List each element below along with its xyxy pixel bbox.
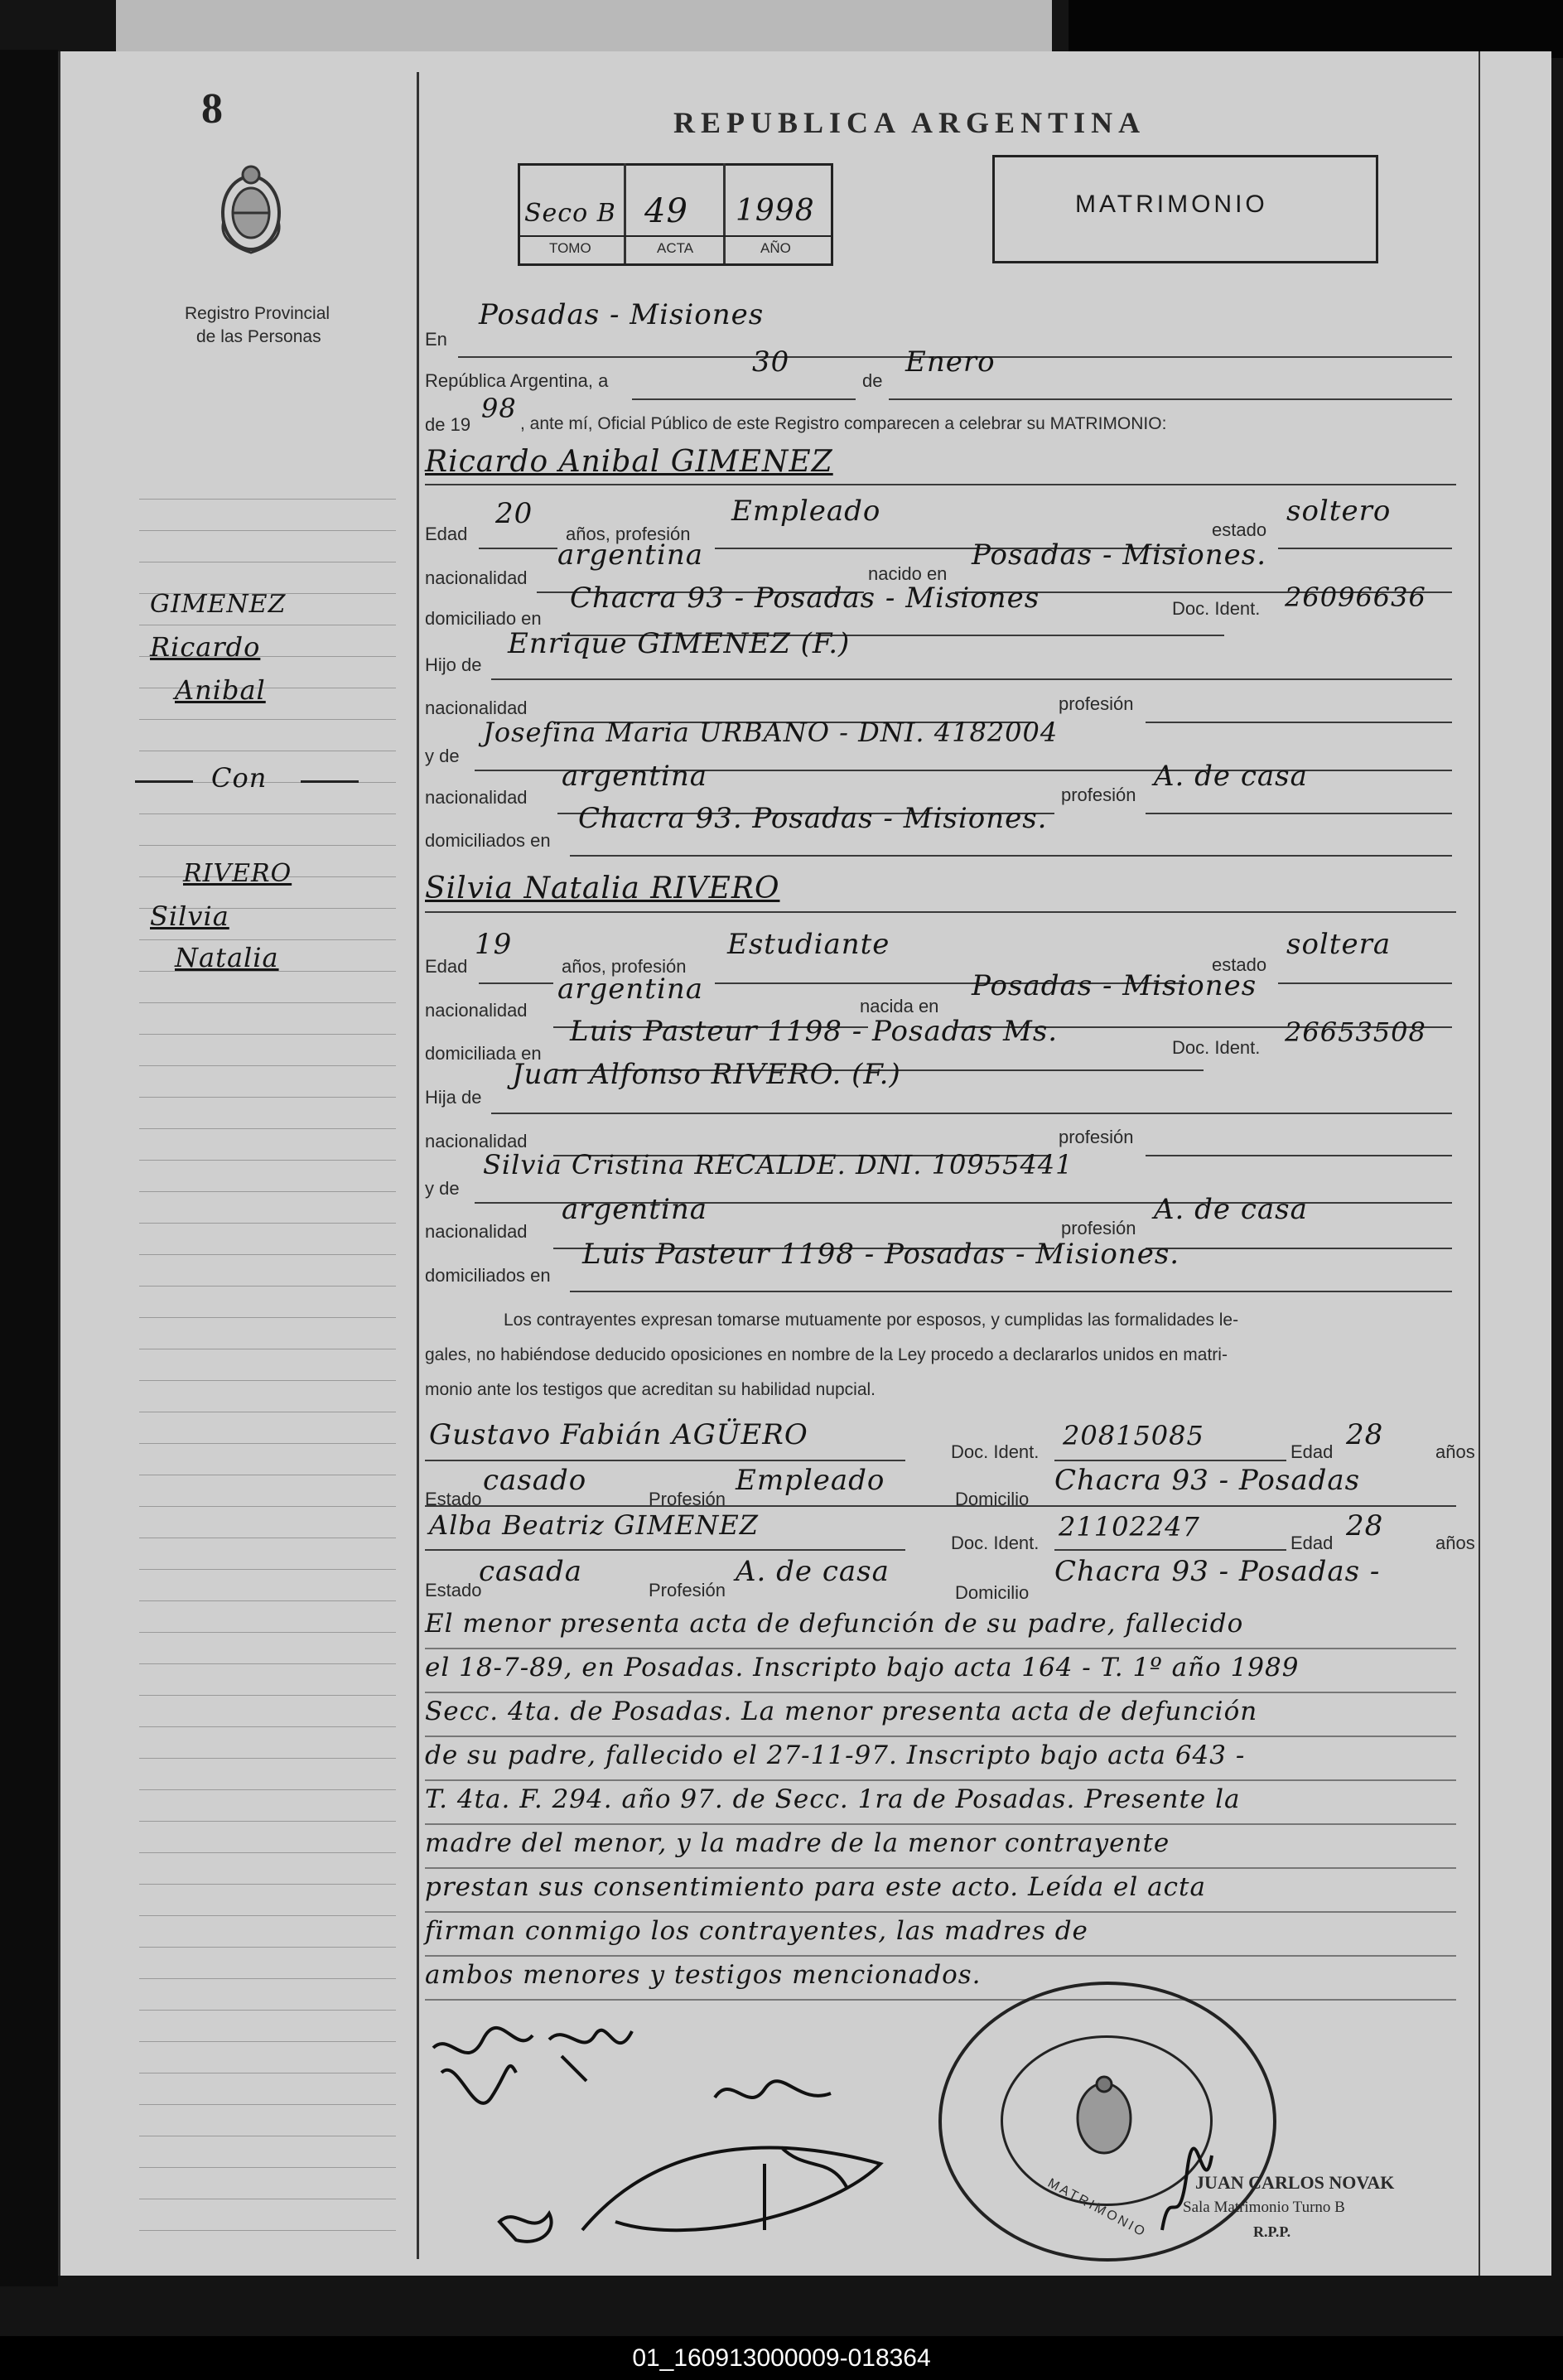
father-nationality-label: nacionalidad (425, 698, 528, 718)
margin-bride-name2: Natalia (175, 942, 279, 973)
en-label: En (425, 329, 447, 350)
edad-label: Edad (425, 524, 468, 544)
bride-mother-nationality: argentina (562, 1193, 708, 1226)
groom-mother: Josefina Maria URBANO - DNI. 4182004 (483, 717, 1059, 748)
seal-crest-icon (1067, 2073, 1141, 2164)
margin-groom-name2: Anibal (175, 674, 266, 706)
note-rule (425, 1778, 1456, 1781)
note-line: T. 4ta. F. 294. año 97. de Secc. 1ra de Posadas. Presente la (425, 1784, 1241, 1814)
doc-type: MATRIMONIO (1075, 191, 1268, 218)
margin-rule (139, 1506, 396, 1507)
witness2-name: Alba Beatriz GIMENEZ (429, 1509, 759, 1541)
groom-status-line (1278, 528, 1452, 549)
margin-rule (139, 1065, 396, 1066)
groom-parents-address: Chacra 93. Posadas - Misiones. (578, 802, 1048, 835)
day-line (632, 377, 856, 400)
acta-label: ACTA (657, 240, 694, 256)
bride-mother-nationality-label: nacionalidad (425, 1221, 528, 1242)
margin-rule (139, 1443, 396, 1444)
official-title: Sala Matrimonio Turno B (1183, 2199, 1345, 2216)
note-rule (425, 1690, 1456, 1693)
margin-rule (139, 530, 396, 531)
groom-address: Chacra 93 - Posadas - Misiones (570, 582, 1040, 615)
bride-name: Silvia Natalia RIVERO (425, 871, 780, 905)
anio-label: AÑO (760, 240, 791, 256)
hija-de-label: Hija de (425, 1087, 482, 1108)
margin-rule (139, 1978, 396, 1979)
margin-rule (139, 719, 396, 720)
margin-rule (139, 1915, 396, 1916)
margin-rule (139, 1695, 396, 1696)
groom-age: 20 (495, 497, 533, 530)
bride-nationality: argentina (557, 973, 704, 1006)
note-rule (425, 1822, 1456, 1825)
margin-rule (139, 813, 396, 814)
margin-rule (139, 499, 396, 500)
witness1-age: 28 (1346, 1418, 1384, 1451)
place-value: Posadas - Misiones (479, 298, 765, 331)
note-line: prestan sus consentimiento para este acto. Leída el acta (425, 1872, 1206, 1902)
bride-domiciliados-en-label: domiciliados en (425, 1265, 551, 1286)
note-rule (425, 1909, 1456, 1913)
groom-father: Enrique GIMENEZ (F.) (508, 627, 851, 660)
bride-age-line (479, 963, 553, 984)
margin-groom-surname: GIMENEZ (150, 590, 287, 619)
bride-father: Juan Alfonso RIVERO. (F.) (512, 1058, 901, 1091)
margin-rule (139, 1223, 396, 1224)
margin-rule (139, 1600, 396, 1601)
margin-rule (139, 1789, 396, 1790)
w2-estado-label: Estado (425, 1580, 482, 1600)
w1-doc-ident-label: Doc. Ident. (951, 1441, 1040, 1462)
note-rule (425, 1953, 1456, 1957)
margin-rule (139, 2010, 396, 2011)
groom-birthplace: Posadas - Misiones. (972, 538, 1267, 572)
register-page (58, 51, 1551, 2276)
note-line: el 18-7-89, en Posadas. Inscripto bajo acta 164 - T. 1º año 1989 (425, 1653, 1300, 1682)
note-line: de su padre, fallecido el 27-11-97. Inscripto bajo acta 643 - (425, 1740, 1246, 1770)
witness1-address: Chacra 93 - Posadas (1054, 1464, 1361, 1497)
note-line: ambos menores y testigos mencionados. (425, 1960, 982, 1990)
domiciliados-en-label: domiciliados en (425, 830, 551, 851)
w1-domicilio-label: Domicilio (955, 1489, 1030, 1509)
witness2-status: casada (479, 1555, 583, 1588)
margin-rule (139, 1097, 396, 1098)
bride-doc: 26653508 (1285, 1016, 1426, 1048)
margin-rule (139, 1128, 396, 1129)
bride-father-nationality-label: nacionalidad (425, 1131, 528, 1151)
margin-dash-left (135, 780, 193, 783)
book-binding (0, 50, 58, 2286)
right-edge (1479, 51, 1480, 2276)
note-line: madre del menor, y la madre de la menor contrayente (425, 1828, 1170, 1858)
official-name: JUAN CARLOS NOVAK (1195, 2172, 1395, 2193)
margin-rule (139, 1947, 396, 1948)
previous-page-edge (116, 0, 1052, 51)
margin-rule (139, 1191, 396, 1192)
margin-rule (139, 2041, 396, 2042)
signatures (417, 2023, 996, 2263)
margin-dash-right (301, 780, 359, 783)
groom-mother-nationality: argentina (562, 760, 708, 793)
bride-mother: Silvia Cristina RECALDE. DNI. 10955441 (483, 1149, 1073, 1180)
nacido-en-label: nacido en (868, 563, 948, 584)
official-org: R.P.P. (1253, 2223, 1291, 2240)
margin-rule (139, 1286, 396, 1287)
groom-mother-profession: A. de casa (1154, 760, 1308, 793)
witness1-row2-line (425, 1497, 1456, 1507)
coat-of-arms-icon (214, 163, 288, 258)
page-number: 8 (201, 85, 223, 133)
mother-nationality-label: nacionalidad (425, 787, 528, 808)
groom-father-profession-line (1146, 702, 1452, 723)
registry-line1: Registro Provincial (185, 304, 330, 323)
note-line: Secc. 4ta. de Posadas. La menor presenta acta de defunción (425, 1697, 1258, 1726)
bride-father-profesion-label: profesión (1059, 1127, 1134, 1147)
groom-father-line (491, 659, 1452, 680)
margin-rule (139, 2230, 396, 2231)
witness1-profession: Empleado (736, 1464, 885, 1497)
bride-parents-address: Luis Pasteur 1198 - Posadas - Misiones. (582, 1238, 1180, 1271)
margin-rule (139, 1380, 396, 1381)
anos-profesion-label: años, profesión (566, 524, 691, 544)
bride-mother-profession: A. de casa (1154, 1193, 1308, 1226)
groom-doc: 26096636 (1285, 582, 1426, 613)
month-value: Enero (905, 345, 996, 379)
bride-mother-profession-line (1146, 1228, 1452, 1249)
margin-rule (139, 1758, 396, 1759)
bride-status: soltera (1286, 928, 1392, 961)
bride-name-line (425, 903, 1456, 913)
y-de-label: y de (425, 746, 460, 766)
witness1-status: casado (483, 1464, 587, 1497)
nacida-en-label: nacida en (860, 996, 939, 1016)
bride-father-line (491, 1093, 1452, 1114)
statement: , ante mí, Oficial Público de este Registro comparecen a celebrar su MATRIMONIO: (520, 414, 1167, 433)
witness2-doc-line (1054, 1541, 1286, 1551)
margin-rule (139, 1317, 396, 1318)
margin-rule (139, 1852, 396, 1853)
column-divider (417, 72, 419, 2259)
nacionalidad-label: nacionalidad (425, 567, 528, 588)
margin-rule (139, 1632, 396, 1633)
margin-rule (139, 1034, 396, 1035)
bride-anos-profesion-label: años, profesión (562, 956, 687, 977)
groom-name-line (425, 476, 1456, 485)
hijo-de-label: Hijo de (425, 654, 482, 675)
witness2-address: Chacra 93 - Posadas - (1054, 1555, 1381, 1588)
mother-profesion-label: profesión (1061, 784, 1136, 805)
w2-profesion-label: Profesión (649, 1580, 726, 1600)
margin-rule (139, 1569, 396, 1570)
w1-anos-label: años (1435, 1441, 1475, 1462)
note-rule (425, 1646, 1456, 1649)
margin-rule (139, 1821, 396, 1822)
margin-rule (139, 2104, 396, 2105)
note-line: El menor presenta acta de defunción de su padre, fallecido (425, 1609, 1244, 1639)
declaration-line1: Los contrayentes expresan tomarse mutuamente por esposos, y cumplidas las formalidades le- (504, 1311, 1239, 1330)
tomo-label: TOMO (549, 240, 591, 256)
registry-line2: de las Personas (196, 327, 321, 346)
w2-doc-ident-label: Doc. Ident. (951, 1533, 1040, 1553)
bride-birthplace: Posadas - Misiones (972, 969, 1257, 1002)
month-line (889, 377, 1452, 400)
groom-mother-profession-line (1146, 793, 1452, 814)
groom-age-line (479, 528, 557, 549)
w2-anos-label: años (1435, 1533, 1475, 1553)
domiciliada-en-label: domiciliada en (425, 1043, 542, 1064)
domiciliado-en-label: domiciliado en (425, 608, 542, 629)
margin-rule (139, 1726, 396, 1727)
declaration-line3: monio ante los testigos que acreditan su habilidad nupcial. (425, 1380, 876, 1399)
republic-label: República Argentina, a (425, 370, 609, 391)
image-id-footer: 01_160913000009-018364 (0, 2336, 1563, 2380)
doc-ident-label: Doc. Ident. (1172, 598, 1261, 619)
groom-name: Ricardo Anibal GIMENEZ (425, 445, 833, 479)
witness1-doc: 20815085 (1063, 1420, 1204, 1451)
record-divider-1 (624, 163, 626, 263)
bride-address: Luis Pasteur 1198 - Posadas Ms. (570, 1015, 1059, 1048)
witness1-doc-line (1054, 1451, 1286, 1461)
estado-label: estado (1212, 519, 1267, 540)
year-prefix: de 19 (425, 414, 471, 435)
de-label: de (862, 370, 883, 391)
record-label-rule (518, 235, 831, 237)
country-title: REPUBLICA ARGENTINA (673, 106, 1146, 139)
margin-rule (139, 845, 396, 846)
bride-doc-ident-label: Doc. Ident. (1172, 1037, 1261, 1058)
groom-parents-address-line (570, 835, 1452, 857)
note-rule (425, 1866, 1456, 1869)
bride-nacionalidad-label: nacionalidad (425, 1000, 528, 1021)
note-rule (425, 1997, 1456, 2001)
w2-edad-label: Edad (1290, 1533, 1334, 1553)
witness1-name: Gustavo Fabián AGÜERO (429, 1418, 808, 1451)
record-divider-2 (723, 163, 726, 263)
witness2-age: 28 (1346, 1509, 1384, 1542)
groom-profession: Empleado (731, 495, 881, 528)
bride-parents-address-line (570, 1271, 1452, 1292)
bride-profession: Estudiante (727, 928, 890, 961)
bride-age: 19 (475, 928, 513, 961)
w1-edad-label: Edad (1290, 1441, 1334, 1462)
year-suffix: 98 (481, 393, 517, 424)
anio-value: 1998 (736, 194, 815, 228)
groom-status: soltero (1286, 495, 1392, 528)
margin-rule (139, 1663, 396, 1664)
margin-rule (139, 1160, 396, 1161)
w1-profesion-label: Profesión (649, 1489, 726, 1509)
margin-rule (139, 1254, 396, 1255)
w2-domicilio-label: Domicilio (955, 1582, 1030, 1603)
witness1-name-line (425, 1451, 905, 1461)
w1-estado-label: Estado (425, 1489, 482, 1509)
margin-rule (139, 1884, 396, 1885)
margin-bride-name1: Silvia (150, 900, 229, 932)
seal-text: MATRIMONIO (1045, 2175, 1150, 2241)
margin-rule (139, 939, 396, 940)
declaration-line2: gales, no habiéndose deducido oposiciones en nombre de la Ley procedo a declararlos unidos en matri- (425, 1345, 1228, 1364)
margin-rule (139, 2167, 396, 2168)
groom-nationality: argentina (557, 538, 704, 572)
witness2-name-line (425, 1541, 905, 1551)
bride-estado-label: estado (1212, 954, 1267, 975)
dark-background (1069, 0, 1563, 58)
bride-father-profession-line (1146, 1135, 1452, 1156)
witness2-doc: 21102247 (1059, 1511, 1200, 1542)
margin-rule (139, 1002, 396, 1003)
tomo-value: Seco B (524, 199, 616, 228)
acta-value: 49 (644, 192, 688, 230)
bride-mother-profesion-label: profesión (1061, 1218, 1136, 1238)
note-line: firman conmigo los contrayentes, las madres de (425, 1916, 1088, 1946)
bride-status-line (1278, 963, 1452, 984)
father-profesion-label: profesión (1059, 693, 1134, 714)
witness2-profession: A. de casa (736, 1555, 890, 1588)
margin-groom-name1: Ricardo (150, 631, 261, 663)
bride-edad-label: Edad (425, 956, 468, 977)
margin-con: Con (211, 762, 268, 794)
margin-bride-surname: RIVERO (183, 859, 292, 888)
note-rule (425, 1734, 1456, 1737)
bride-y-de-label: y de (425, 1178, 460, 1199)
day-value: 30 (752, 345, 790, 379)
